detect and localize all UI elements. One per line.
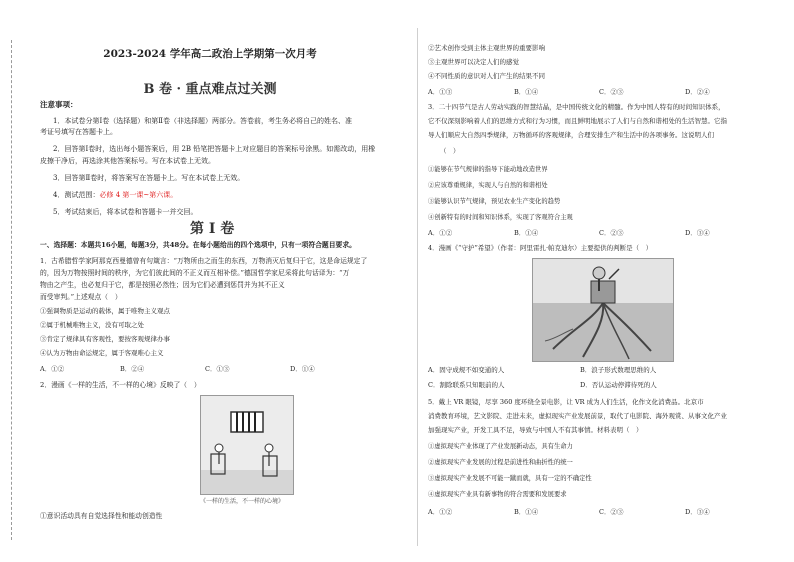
q4-option-c[interactable]: C．割除联系只知眼前的人 <box>428 381 505 389</box>
column-divider <box>417 28 418 546</box>
q1-option-d[interactable]: D．①④ <box>290 365 315 373</box>
cartoon-guarding-hope <box>532 258 674 362</box>
q5-line: 5．戴上 VR 眼镜，尽享 360 度环绕全景电影，让 VR 成为人们生活，化作文化消费品。北京市 <box>428 398 704 406</box>
q1-option-a[interactable]: A．①② <box>40 365 65 373</box>
q1-item: ②属于机械唯物主义，没有可取之处 <box>40 321 144 329</box>
q1-line: 而受审判。”上述观点（ ） <box>40 293 122 301</box>
q5-line: 消费教育环境，艺文影院、走进未来，虚拟现实产业发展前景，取代了电影院、海外观赏、从事文化产业 <box>428 412 727 420</box>
cartoon-roots-illustration <box>533 259 673 361</box>
q5-item: ②虚拟现实产业发展的过程是前进性和曲折性的统一 <box>428 459 573 466</box>
q5-line: 加强现实产业，开发工具不足，导致与中国人不有其事情。材料表明（ ） <box>428 426 643 434</box>
q1-item: ③肯定了规律具有客观性，要按客观规律办事 <box>40 335 170 343</box>
cartoon-same-life <box>200 395 294 495</box>
notice-line: 3．回答第Ⅱ卷时，将答案写在答题卡上。写在本试卷上无效。 <box>53 174 245 182</box>
q4-option-a[interactable]: A．固守成规不如变通的人 <box>428 366 505 374</box>
q2-option-d[interactable]: D．②④ <box>685 88 710 96</box>
q1-option-c[interactable]: C．①③ <box>205 365 230 373</box>
q5-item: ①虚拟现实产业体现了产业发展新动态，具有生命力 <box>428 443 573 450</box>
q2-option-c[interactable]: C．②③ <box>599 88 624 96</box>
q1-option-b[interactable]: B．②④ <box>120 365 145 373</box>
section-title: 第 Ⅰ 卷 <box>190 221 235 237</box>
q3-option-d[interactable]: D．③④ <box>685 229 710 237</box>
q1-line: 的，因为万物按照时间的秩序，为它们彼此间的不正义而互相补偿。”德国哲学家尼采将此句话译为：“万 <box>40 269 350 277</box>
q5-item: ③虚拟现实产业发展不可能一蹴而就，具有一定的不确定性 <box>428 475 592 482</box>
exam-title: 2023-2024 学年高二政治上学期第一次月考 <box>103 48 317 60</box>
q5-option-c[interactable]: C．②③ <box>599 508 624 516</box>
binding-line <box>11 40 12 540</box>
q2-item: ①意识活动具有自觉选择性和能动创造性 <box>40 512 163 520</box>
q2-item: ②艺术创作受到主体主观世界的重要影响 <box>428 44 545 52</box>
notice-line: 考证号填写在答题卡上。 <box>40 128 117 136</box>
q2-stem: 2．漫画《一样的生活，不一样的心境》反映了（ ） <box>40 381 201 389</box>
q1-item: ①强调物质是运动的载体，属于唯物主义观点 <box>40 307 170 315</box>
q3-line: 它不仅深刻影响着人们的思维方式和行为习惯，而且鲜明地展示了人们与自然和谐相处的生活智慧。它指 <box>428 117 727 125</box>
q2-item: ③主观世界可以决定人们的感觉 <box>428 58 519 66</box>
q3-option-a[interactable]: A．①② <box>428 229 453 237</box>
q5-option-b[interactable]: B．①④ <box>514 508 539 516</box>
q3-item: ④创新特有的时间和知识体系，实现了客观符合主观 <box>428 214 573 221</box>
q3-option-c[interactable]: C．②③ <box>599 229 624 237</box>
q1-line: 物由之产生，也必复归于它，都是按照必然性；因为它们必遭到惩罚并为其不正义 <box>40 281 285 289</box>
q4-stem: 4．漫画《“守护”希望》（作者：阿里雷扎·帕克迪尔）主要提供的判断是（ ） <box>428 244 653 252</box>
q4-option-b[interactable]: B．浪子形式数理思维的人 <box>580 366 657 374</box>
q5-option-a[interactable]: A．①② <box>428 508 453 516</box>
barred-window-icon <box>231 412 263 432</box>
scope-value: 必修 4 第一课~第六课。 <box>99 191 178 199</box>
q2-caption: 《一样的生活，不一样的心境》 <box>200 498 285 505</box>
q3-item: ③能够认识节气规律，预见农业生产变化的趋势 <box>428 198 561 205</box>
q4-option-d[interactable]: D．否认运动停滞待死的人 <box>580 381 657 389</box>
notice-line: 1．本试卷分第Ⅰ卷（选择题）和第Ⅱ卷（非选择题）两部分。答卷前，考生务必将自己的姓名、准 <box>53 117 352 125</box>
q3-line: 导人们顺应大自然四季规律，万物循环的客观规律，合理安排生产和生活中的各项事务。这说明人们 <box>428 131 714 139</box>
q2-item: ④不同性质的意识对人们产生的结果不同 <box>428 72 545 80</box>
notice-line: 皮擦干净后，再选涂其他答案标号。写在本试卷上无效。 <box>40 157 215 165</box>
notice-line: 5．考试结束后，将本试卷和答题卡一并交回。 <box>53 208 198 216</box>
notice-line <box>53 191 177 200</box>
q3-item: ②应该尊重规律，实现人与自然的和谐相处 <box>428 182 548 189</box>
q1-line: 1．古希腊哲学家阿那克西曼德曾有句箴言：“万物所由之而生的东西，万物消灭后复归于它，这是命运规定了 <box>40 257 368 265</box>
notice-heading: 注意事项： <box>40 100 78 109</box>
q5-option-d[interactable]: D．③④ <box>685 508 710 516</box>
q3-item: ①能够在节气规律的指导下能动地改造世界 <box>428 166 548 173</box>
q5-item: ④虚拟现实产业具有新事物的符合需要和发展要求 <box>428 491 567 498</box>
q1-item: ④认为万物由命运规定，属于客观唯心主义 <box>40 349 164 357</box>
cartoon-illustration <box>201 396 293 494</box>
section-instruction: 一、选择题：本题共16小题，每题3分，共48分。在每小题给出的四个选项中，只有一项符合题目要求。 <box>40 241 356 249</box>
q3-line: （ ） <box>440 147 460 155</box>
exam-subtitle: B 卷 · 重点难点过关测 <box>143 82 277 97</box>
q3-option-b[interactable]: B．①④ <box>514 229 539 237</box>
q3-line: 3．二十四节气是古人劳动实践的智慧结晶，是中国传统文化的精髓。作为中国人特有的时间知识体系， <box>428 103 725 111</box>
scope-label: 4．测试范围： <box>53 191 100 199</box>
q2-option-b[interactable]: B．①④ <box>514 88 539 96</box>
q2-option-a[interactable]: A．①③ <box>428 88 453 96</box>
notice-line: 2．回答第Ⅰ卷时，选出每小题答案后，用 2B 铅笔把答题卡上对应题目的答案标号涂黑。如需改动，用橡 <box>53 145 376 153</box>
